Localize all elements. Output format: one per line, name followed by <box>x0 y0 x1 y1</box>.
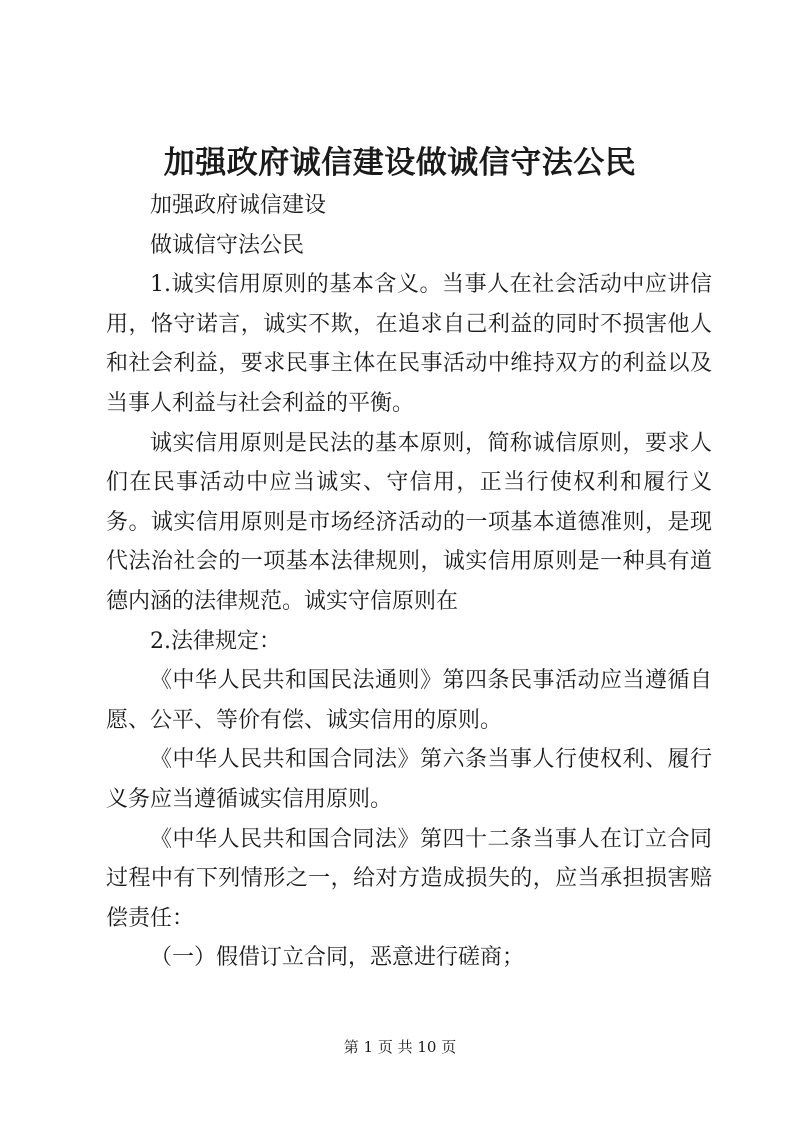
document-title: 加强政府诚信建设做诚信守法公民 <box>163 145 637 181</box>
page-footer: 第 1 页 共 10 页 <box>343 1038 457 1056</box>
paragraph: 加强政府诚信建设 <box>150 193 327 218</box>
paragraph: 2.法律规定： <box>150 628 281 654</box>
paragraph: （一）假借订立合同，恶意进行磋商； <box>150 945 525 971</box>
paragraph: 诚实信用原则是民法的基本原则，简称诚信原则，要求人们在民事活动中应当诚实、守信用，正当行使权利和履行义务。诚实信用原则是市场经济活动的一项基本道德准则，是现代法治社会的一项基本法律规则，诚实信用原则是一种具有道德内涵的法律规范。诚实守信原则在 <box>106 430 712 614</box>
paragraph: 1.诚实信用原则的基本含义。当事人在社会活动中应讲信用，恪守诺言，诚实不欺，在追求自己利益的同时不损害他人和社会利益，要求民事主体在民事活动中维持双方的利益以及当事人利益与社会利益的平衡。 <box>106 272 712 416</box>
paragraph: 《中华人民共和国合同法》第六条当事人行使权利、履行义务应当遵循诚实信用原则。 <box>106 747 712 812</box>
document-body <box>106 186 712 978</box>
paragraph: 《中华人民共和国民法通则》第四条民事活动应当遵循自愿、公平、等价有偿、诚实信用的原则。 <box>106 668 712 733</box>
paragraph: 做诚信守法公民 <box>150 232 305 258</box>
paragraph: 《中华人民共和国合同法》第四十二条当事人在订立合同过程中有下列情形之一，给对方造成损失的，应当承担损害赔偿责任： <box>106 826 712 931</box>
